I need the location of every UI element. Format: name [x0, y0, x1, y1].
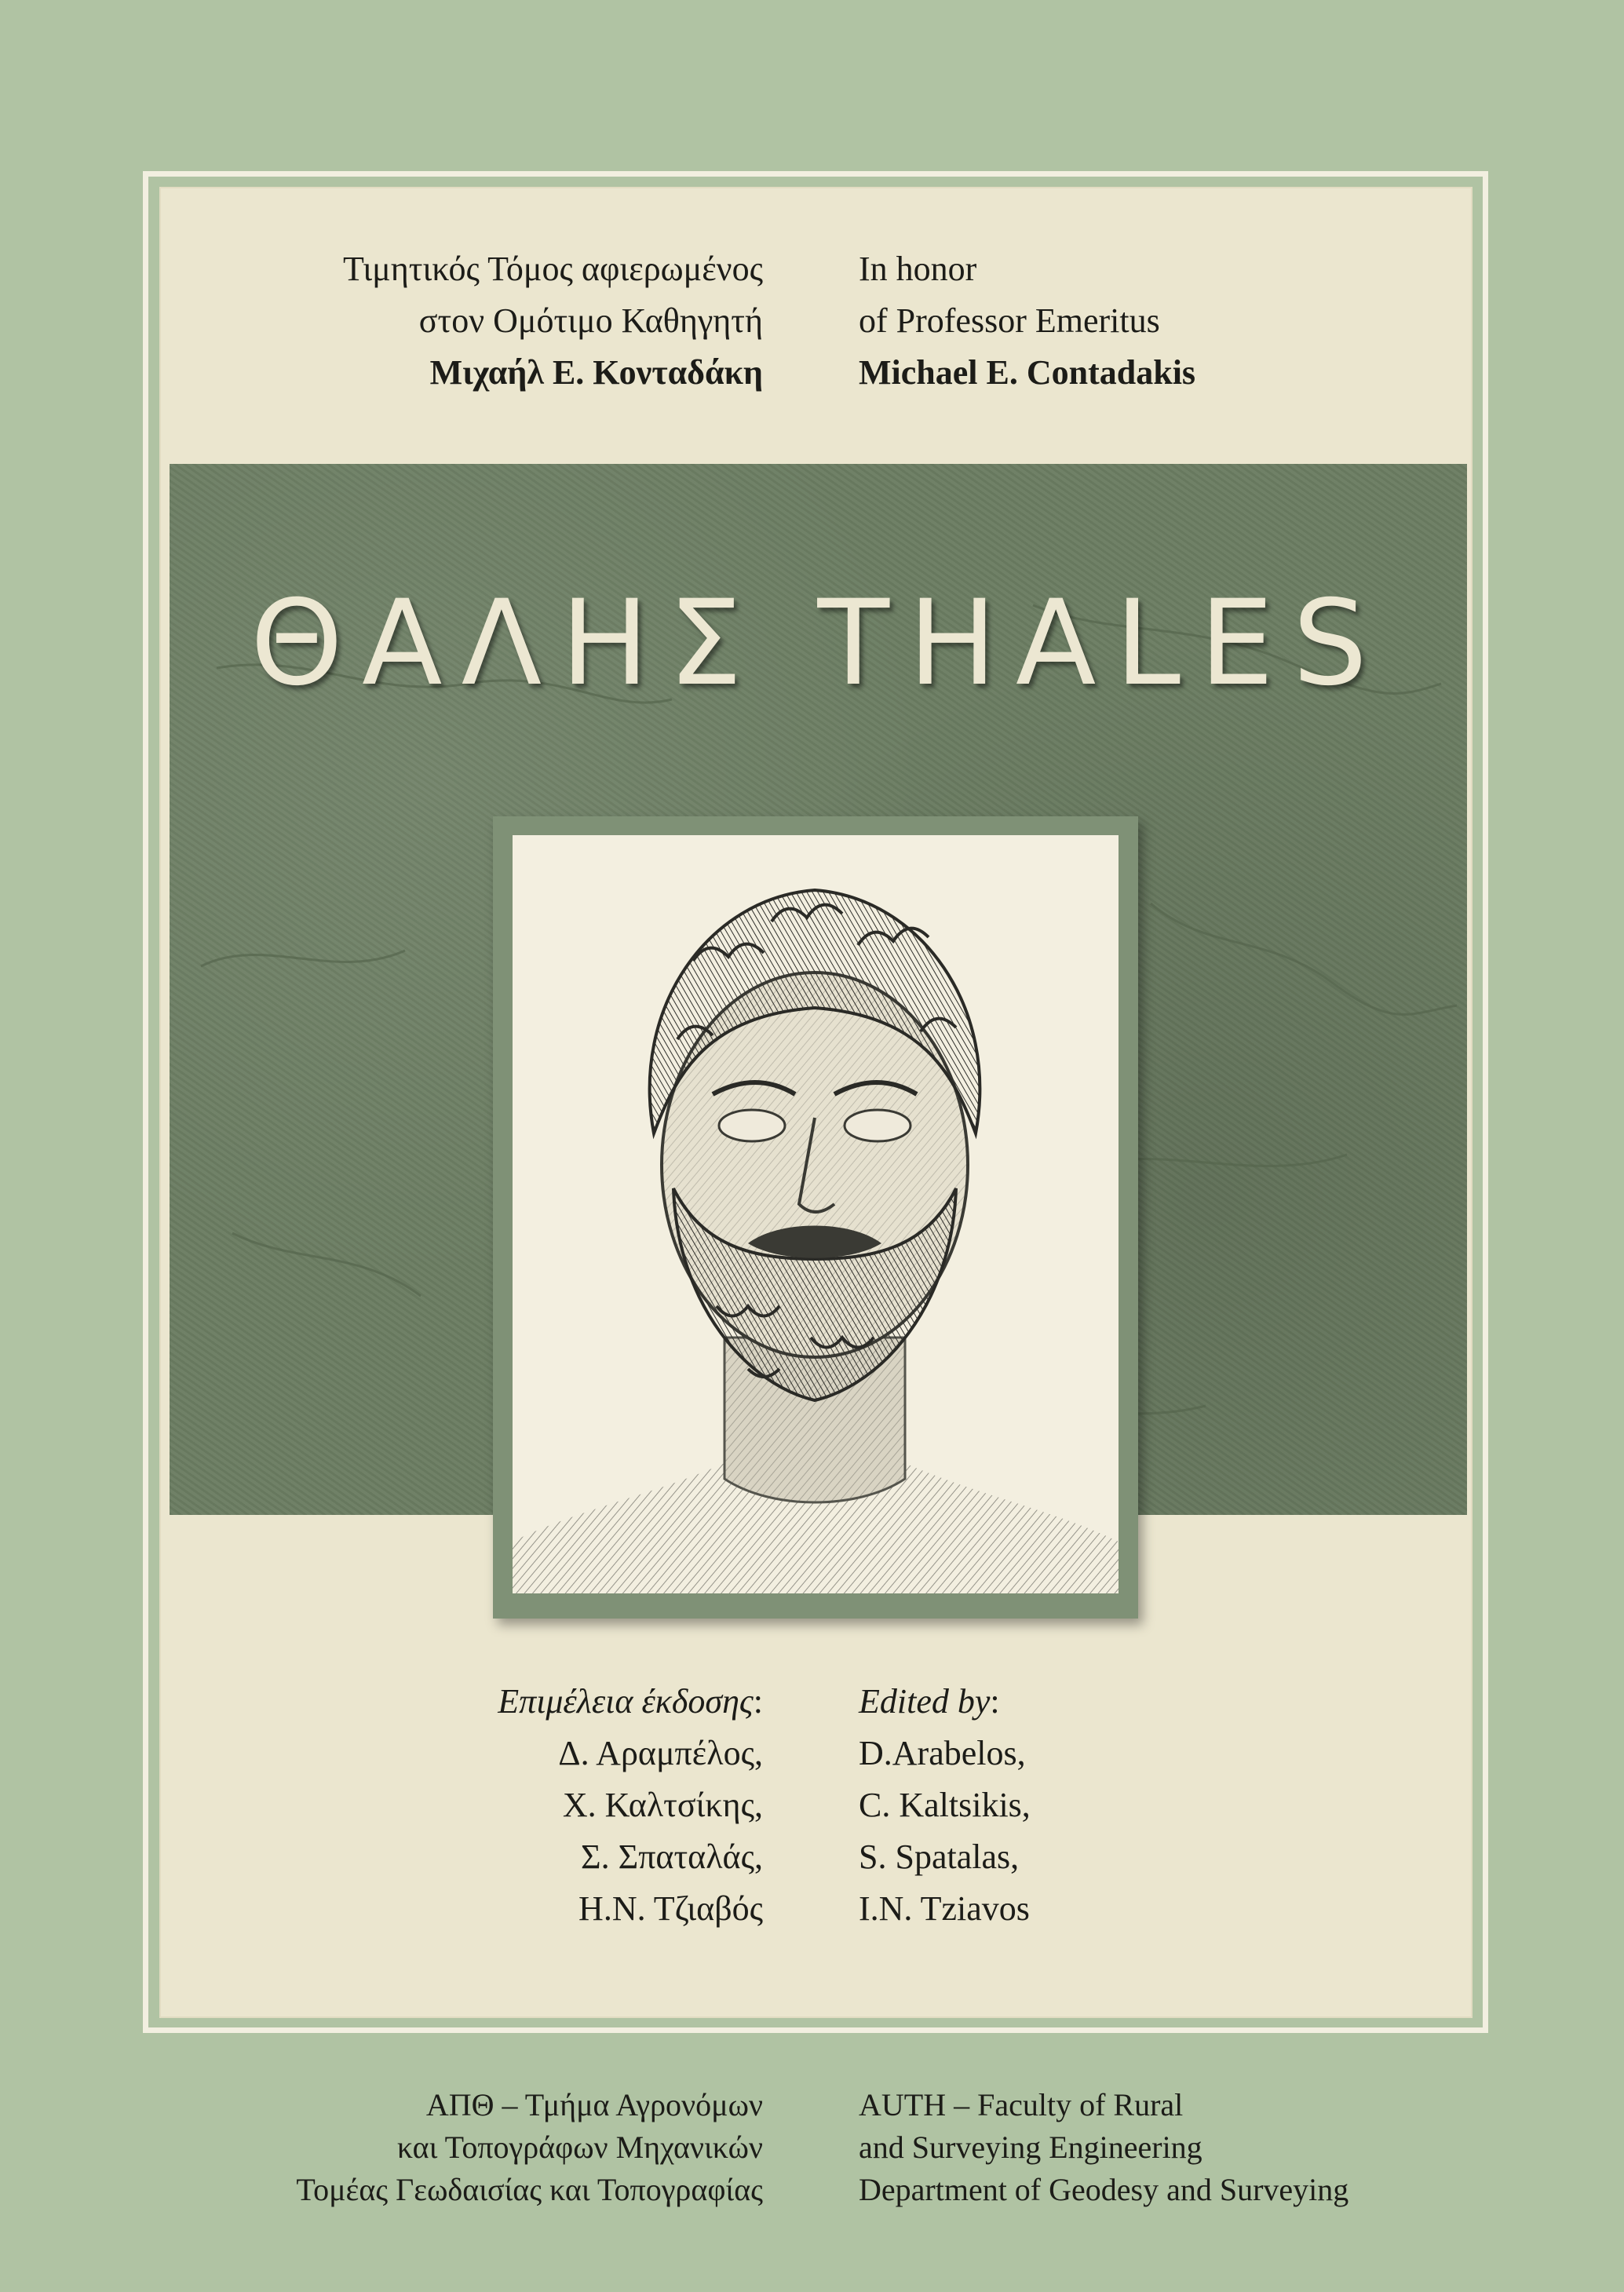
- editors-english-colon: :: [990, 1682, 1000, 1721]
- editor-english-1: D.Arabelos,: [859, 1734, 1026, 1772]
- editors-greek-heading: Επιμέλεια έκδοσης: [498, 1682, 754, 1721]
- dedication-greek-line-2: στον Ομότιμο Καθηγητή: [418, 301, 763, 340]
- portrait-frame: [513, 835, 1119, 1593]
- dedication-greek: [235, 243, 763, 399]
- publisher-greek: [157, 2084, 763, 2211]
- editor-greek-3: Σ. Σπαταλάς,: [580, 1838, 763, 1876]
- publisher-english-line-2: and Surveying Engineering: [859, 2130, 1202, 2165]
- publisher-english-line-3: Department of Geodesy and Surveying: [859, 2172, 1349, 2207]
- dedication-english-line-2: of Professor Emeritus: [859, 301, 1160, 340]
- editor-greek-1: Δ. Αραμπέλος,: [558, 1734, 763, 1772]
- publisher-english-line-1: AUTH – Faculty of Rural: [859, 2087, 1184, 2122]
- dedication-english-name: Michael E. Contadakis: [859, 353, 1196, 392]
- editor-greek-4: Η.Ν. Τζιαβός: [578, 1889, 763, 1928]
- editors-english: [859, 1676, 1408, 1935]
- publisher-greek-line-1: ΑΠΘ – Τμήμα Αγρονόμων: [425, 2087, 763, 2122]
- editor-english-4: I.N. Tziavos: [859, 1889, 1030, 1928]
- thales-bust-icon: [513, 835, 1119, 1593]
- editor-greek-2: Χ. Καλτσίκης,: [562, 1786, 763, 1824]
- editors-greek-colon: :: [753, 1682, 763, 1721]
- publisher-english: [859, 2084, 1526, 2211]
- dedication-greek-name: Μιχαήλ Ε. Κονταδάκη: [429, 353, 763, 392]
- editor-english-2: C. Kaltsikis,: [859, 1786, 1031, 1824]
- dedication-english-line-1: In honor: [859, 250, 977, 288]
- publisher-greek-line-3: Τομέας Γεωδαισίας και Τοπογραφίας: [296, 2172, 763, 2207]
- dedication-english: [859, 243, 1408, 399]
- editors-greek: [235, 1676, 763, 1935]
- publisher-greek-line-2: και Τοπογράφων Μηχανικών: [396, 2130, 763, 2165]
- editors-english-heading: Edited by: [859, 1682, 991, 1721]
- dedication-greek-line-1: Τιμητικός Τόμος αφιερωμένος: [342, 250, 763, 288]
- book-title: ΘΑΛΗΣ THALES: [250, 575, 1387, 712]
- editor-english-3: S. Spatalas,: [859, 1838, 1020, 1876]
